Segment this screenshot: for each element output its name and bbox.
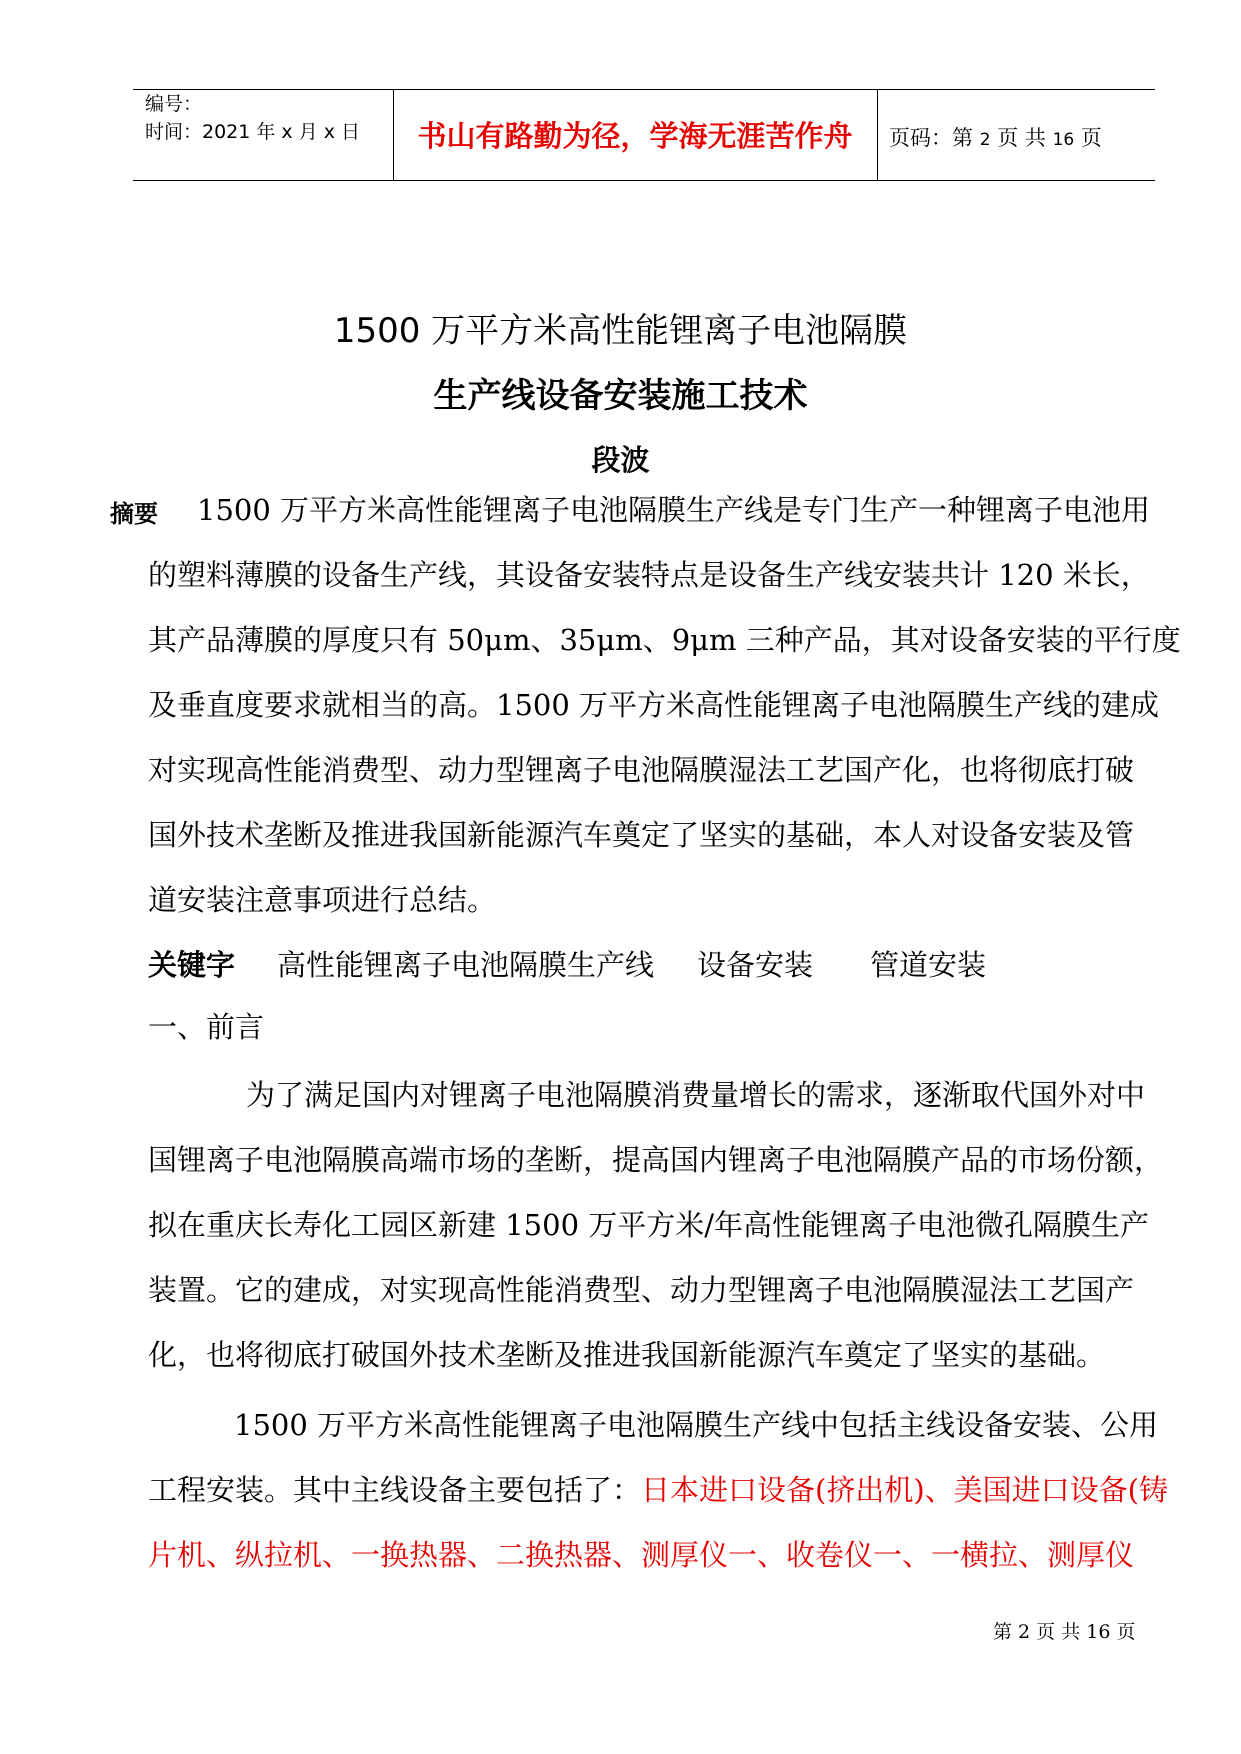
page-suffix: 页 [1080, 126, 1102, 150]
keywords-label: 关键字 [148, 948, 236, 982]
paragraph-line: 1500 万平方米高性能锂离子电池隔膜生产线中包括主线设备安装、公用 [234, 1408, 1159, 1442]
abstract-line: 其产品薄膜的厚度只有 50μm、35μm、9μm 三种产品，其对设备安装的平行度 [148, 623, 1181, 657]
paragraph-line: 拟在重庆长寿化工园区新建 1500 万平方米/年高性能锂离子电池微孔隔膜生产 [148, 1208, 1150, 1242]
abstract-line: 1500 万平方米高性能锂离子电池隔膜生产线是专门生产一种锂离子电池用 [197, 493, 1151, 527]
header-meta [145, 90, 360, 146]
paragraph-line [148, 1468, 1168, 1509]
paragraph-line: 装置。它的建成，对实现高性能消费型、动力型锂离子电池隔膜湿法工艺国产 [148, 1273, 1135, 1307]
keyword-item: 管道安装 [870, 948, 987, 982]
highlighted-text: 日本进口设备(挤出机)、美国进口设备(铸 [641, 1473, 1168, 1507]
header-time: 时间：2021 年 x 月 x 日 [145, 121, 361, 143]
paragraph-line: 为了满足国内对锂离子电池隔膜消费量增长的需求，逐渐取代国外对中 [246, 1078, 1146, 1112]
abstract-line: 道安装注意事项进行总结。 [148, 883, 497, 917]
doc-title-line1: 1500 万平方米高性能锂离子电池隔膜 [333, 311, 908, 351]
page-prefix: 页码：第 [889, 126, 973, 150]
page-current: 2 [979, 130, 991, 150]
highlighted-text: 片机、纵拉机、一换热器、二换热器、测厚仪一、收卷仪一、一横拉、测厚仪 [148, 1538, 1135, 1572]
abstract-line: 及垂直度要求就相当的高。1500 万平方米高性能锂离子电池隔膜生产线的建成 [148, 688, 1160, 722]
paragraph-text: 工程安装。其中主线设备主要包括了： [148, 1473, 642, 1507]
abstract-line: 国外技术垄断及推进我国新能源汽车奠定了坚实的基础，本人对设备安装及管 [148, 818, 1135, 852]
abstract-label: 摘要 [110, 500, 158, 528]
header-page-info [889, 122, 1102, 152]
page-footer: 第 2 页 共 16 页 [993, 1621, 1136, 1643]
abstract-line: 对实现高性能消费型、动力型锂离子电池隔膜湿法工艺国产化，也将彻底打破 [148, 753, 1135, 787]
page-mid: 页 共 [997, 126, 1046, 150]
keyword-item: 设备安装 [697, 948, 814, 982]
header-motto: 书山有路勤为径，学海无涯苦作舟 [417, 119, 853, 153]
paragraph-line: 化，也将彻底打破国外技术垄断及推进我国新能源汽车奠定了坚实的基础。 [148, 1338, 1106, 1372]
header-number: 编号： [145, 93, 203, 115]
doc-title-line2: 生产线设备安装施工技术 [433, 376, 808, 416]
abstract-line: 的塑料薄膜的设备生产线，其设备安装特点是设备生产线安装共计 120 米长， [148, 558, 1150, 592]
header-bottom-rule [133, 180, 1155, 181]
page-total: 16 [1052, 130, 1075, 150]
header-divider-right [877, 89, 878, 181]
section-heading: 一、前言 [148, 1010, 265, 1044]
doc-author: 段波 [591, 443, 650, 477]
keyword-item: 高性能锂离子电池隔膜生产线 [277, 948, 655, 982]
paragraph-line: 国锂离子电池隔膜高端市场的垄断，提高国内锂离子电池隔膜产品的市场份额， [148, 1143, 1164, 1177]
